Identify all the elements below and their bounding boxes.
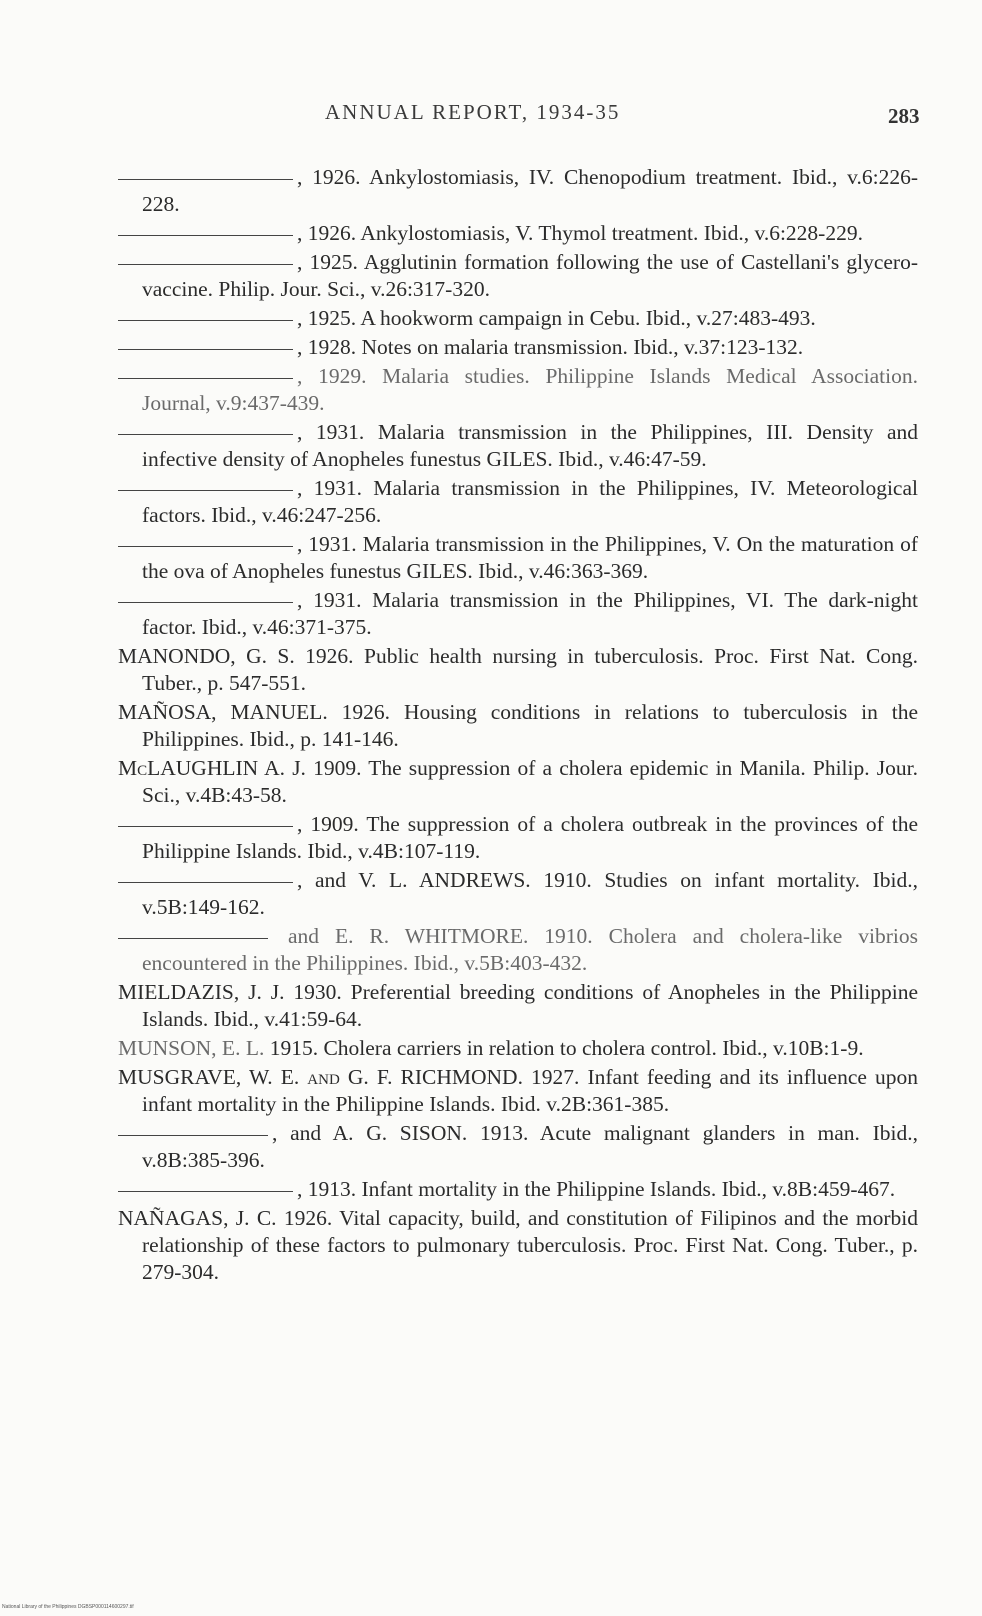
scan-footer-note: National Library of the Philippines DGBSP000114600297.tif [2,1604,134,1610]
entry-text: , 1925. Agglutinin formation following the use of Castellani's glycero-vaccine. Philip. Jour. Sci., v.26:317-320. [142,250,918,301]
ditto-rule [118,882,293,883]
bibliography-entry [118,643,918,697]
entry-text: 1930. Preferential breeding conditions of Anopheles in the Philippine Islands. Ibid., v.41:59-64. [142,980,918,1031]
ditto-rule [118,826,293,827]
entry-text: 1909. The suppression of a cholera epidemic in Manila. Philip. Jour. Sci., v.4B:43-58. [142,756,918,807]
bibliography-entry [118,220,918,247]
bibliography-entry [118,334,918,361]
running-title: ANNUAL REPORT, 1934-35 [325,100,621,124]
bibliography-entry [118,249,918,303]
ditto-rule [118,1191,293,1192]
entry-author: McLAUGHLIN A. J. [118,756,306,780]
bibliography-entry [118,531,918,585]
ditto-rule [118,434,293,435]
entry-text: 1927. Infant feeding and its influence upon infant mortality in the Philippine Islands. Ibid. v.2B:361-385. [142,1065,918,1116]
bibliography-entry [118,811,918,865]
entry-text: 1926. Public health nursing in tuberculosis. Proc. First Nat. Cong. Tuber., p. 547-551. [142,644,918,695]
bibliography-entry [118,587,918,641]
bibliography-entry [118,1035,918,1062]
entry-text: 1915. Cholera carriers in relation to cholera control. Ibid., v.10B:1-9. [264,1036,864,1060]
entry-author: MAÑOSA, MANUEL. [118,700,328,724]
page-header [0,100,982,140]
ditto-rule [118,490,293,491]
entry-text: , 1926. Ankylostomiasis, V. Thymol treatment. Ibid., v.6:228-229. [297,221,863,245]
entry-author: NAÑAGAS, J. C. [118,1206,277,1230]
ditto-rule [118,235,293,236]
entry-text: , 1909. The suppression of a cholera outbreak in the provinces of the Philippine Islands. Ibid., v.4B:107-119. [142,812,918,863]
bibliography-entry [118,867,918,921]
ditto-rule [118,349,293,350]
bibliography-entry [118,475,918,529]
entry-text: , 1931. Malaria transmission in the Philippines, VI. The dark-night factor. Ibid., v.46:371-375. [142,588,918,639]
bibliography-entry [118,699,918,753]
entry-text: and E. R. WHITMORE. 1910. Cholera and cholera-like vibrios encountered in the Philippines. Ibid., v.5B:403-432. [142,924,918,975]
ditto-rule [118,378,293,379]
bibliography-list [118,164,918,1288]
entry-text: , 1931. Malaria transmission in the Philippines, III. Density and infective density of Anopheles funestus GILES. Ibid., v.46:47-59. [142,420,918,471]
bibliography-entry [118,363,918,417]
bibliography-entry [118,923,918,977]
entry-text: , 1931. Malaria transmission in the Philippines, IV. Meteorological factors. Ibid., v.46:247-256. [142,476,918,527]
bibliography-entry [118,305,918,332]
entry-text: , 1929. Malaria studies. Philippine Islands Medical Association. Journal, v.9:437-439. [142,364,918,415]
bibliography-entry [118,1120,918,1174]
bibliography-entry [118,1205,918,1286]
ditto-rule [118,1135,268,1136]
entry-author: MUNSON, E. L. [118,1036,265,1060]
bibliography-entry [118,1176,918,1203]
entry-text: , and V. L. ANDREWS. 1910. Studies on infant mortality. Ibid., v.5B:149-162. [142,868,918,919]
entry-text: 1926. Vital capacity, build, and constitution of Filipinos and the morbid relationship of these factors to pulmonary tuberculosis. Proc. First Nat. Cong. Tuber., p. 279-304. [142,1206,919,1284]
entry-author: MANONDO, G. S. [118,644,295,668]
ditto-rule [118,320,293,321]
ditto-rule [118,264,293,265]
entry-text: , 1928. Notes on malaria transmission. Ibid., v.37:123-132. [297,335,804,359]
bibliography-entry [118,164,918,218]
entry-text: , 1926. Ankylostomiasis, IV. Chenopodium treatment. Ibid., v.6:226-228. [142,165,918,216]
page-number: 283 [888,104,920,128]
ditto-rule [118,546,293,547]
ditto-rule [118,938,268,939]
entry-text: , 1925. A hookworm campaign in Cebu. Ibid., v.27:483-493. [297,306,816,330]
ditto-rule [118,179,293,180]
entry-text: , and A. G. SISON. 1913. Acute malignant glanders in man. Ibid., v.8B:385-396. [142,1121,918,1172]
bibliography-entry [118,1064,918,1118]
bibliography-entry [118,979,918,1033]
bibliography-entry [118,755,918,809]
entry-author: MIELDAZIS, J. J. [118,980,285,1004]
ditto-rule [118,602,293,603]
entry-author: MUSGRAVE, W. E. and G. F. RICHMOND. [118,1065,523,1089]
entry-text: 1926. Housing conditions in relations to tuberculosis in the Philippines. Ibid., p. 141-146. [142,700,918,751]
entry-text: , 1931. Malaria transmission in the Philippines, V. On the maturation of the ova of Anopheles funestus GILES. Ibid., v.46:363-369. [142,532,918,583]
bibliography-entry [118,419,918,473]
entry-text: , 1913. Infant mortality in the Philippine Islands. Ibid., v.8B:459-467. [297,1177,896,1201]
